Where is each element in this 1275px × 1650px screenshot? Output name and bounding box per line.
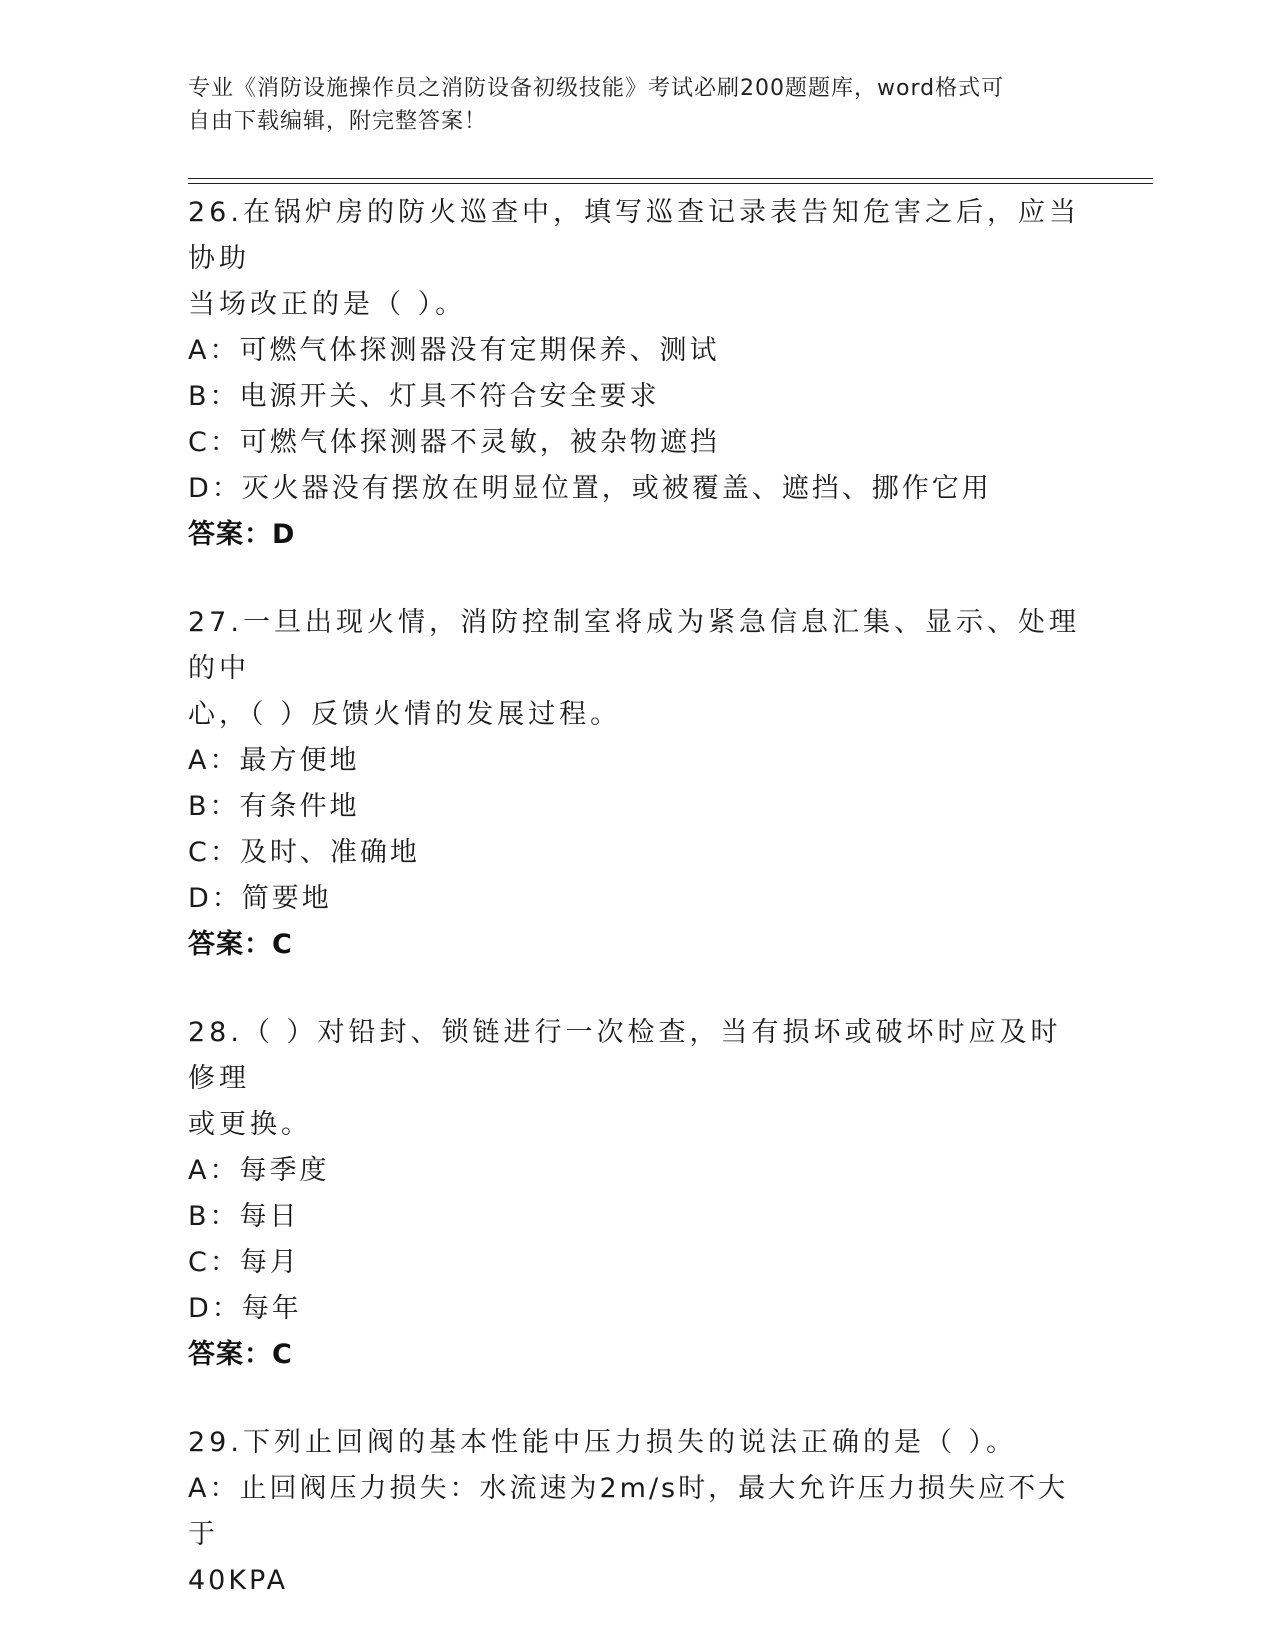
option-b: B：有条件地 <box>188 791 360 822</box>
option-b: B：每日 <box>188 1201 300 1232</box>
option-a: A：每季度 <box>188 1155 330 1186</box>
header-line-2: 自由下载编辑，附完整答案！ <box>188 109 488 134</box>
option-d: D：简要地 <box>188 883 332 914</box>
question-26 <box>188 190 1088 558</box>
answer: 答案：C <box>188 1339 293 1370</box>
option-a: A：最方便地 <box>188 745 360 776</box>
question-stem-continued: 当场改正的是（ ）。 <box>188 289 467 320</box>
header-divider-top <box>188 178 1153 179</box>
question-stem: 28.（ ）对铅封、锁链进行一次检查，当有损坏或破坏时应及时修理 <box>188 1017 1062 1094</box>
question-stem: 29.下列止回阀的基本性能中压力损失的说法正确的是（ ）。 <box>188 1427 1018 1458</box>
question-stem: 26.在锅炉房的防火巡查中，填写巡查记录表告知危害之后，应当协助 <box>188 197 1080 274</box>
question-stem-continued: 或更换。 <box>188 1109 312 1140</box>
option-b: B：电源开关、灯具不符合安全要求 <box>188 381 660 412</box>
question-stem: 27.一旦出现火情，消防控制室将成为紧急信息汇集、显示、处理的中 <box>188 607 1080 684</box>
question-list <box>188 190 1088 1646</box>
header-line-1: 专业《消防设施操作员之消防设备初级技能》考试必刷200题题库，word格式可 <box>188 76 1005 101</box>
option-a: A：止回阀压力损失：水流速为2m/s时，最大允许压力损失应不大于 <box>188 1473 1069 1550</box>
question-27 <box>188 600 1088 968</box>
question-28 <box>188 1010 1088 1378</box>
answer: 答案：C <box>188 929 293 960</box>
option-c: C：及时、准确地 <box>188 837 420 868</box>
question-stem-continued: 心，（ ）反馈火情的发展过程。 <box>188 699 622 730</box>
option-c: C：每月 <box>188 1247 300 1278</box>
option-d: D：每年 <box>188 1293 302 1324</box>
answer: 答案：D <box>188 519 296 550</box>
option-c: C：可燃气体探测器不灵敏，被杂物遮挡 <box>188 427 720 458</box>
header-divider-bottom <box>188 183 1153 184</box>
document-header <box>188 72 1088 138</box>
option-d: D：灭火器没有摆放在明显位置，或被覆盖、遮挡、挪作它用 <box>188 473 992 504</box>
question-29 <box>188 1420 1088 1604</box>
option-a: A：可燃气体探测器没有定期保养、测试 <box>188 335 720 366</box>
option-a-continued: 40KPA <box>188 1565 289 1596</box>
